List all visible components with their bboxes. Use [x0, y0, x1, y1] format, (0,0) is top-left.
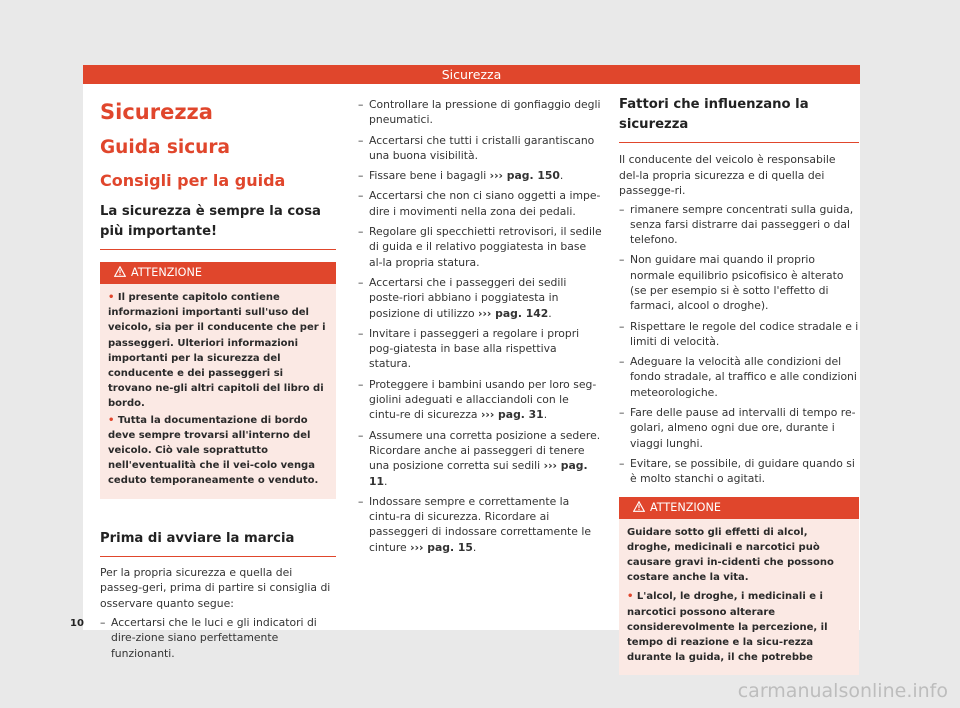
watermark-text: carmanualsonline.info [737, 680, 948, 702]
warning-item: • Tutta la documentazione di bordo deve sempre trovarsi all'interno del veicolo. Ciò vale soprattutto nell'eventualità che il vei-colo venga ceduto temporaneamente o venduto. [108, 414, 319, 487]
page-reference[interactable]: ››› pag. 15 [410, 540, 473, 554]
warning-triangle-icon [633, 499, 645, 519]
column-left [100, 93, 336, 666]
page-reference[interactable]: ››› pag. 11 [369, 459, 588, 488]
manual-page [83, 65, 860, 664]
warning-label: ATTENZIONE [650, 500, 721, 514]
list-item: – Controllare la pressione di gonfiaggio degli pneumatici. [358, 97, 602, 128]
list-item: – Accertarsi che i passeggeri dei sedili poste-riori abbiano i poggiatesta in posizione di utilizzo ››› pag. 142. [358, 275, 602, 321]
column-right [619, 95, 859, 675]
warning-box [619, 497, 859, 676]
warning-item: • Il presente capitolo contiene informazioni importanti sull'uso del veicolo, sia per il conducente che per i passeggeri. Ulteriori informazioni importanti per la sicurezza del conducente e dei passeggeri si trovano ne-gli altri capitoli del libro di bordo. [108, 292, 326, 410]
page-number: 10 [70, 618, 84, 629]
warning-label: ATTENZIONE [131, 266, 202, 279]
intro-paragraph: Per la propria sicurezza e quella dei passeg-geri, prima di partire si consiglia di osservare quanto segue: [100, 565, 331, 610]
intro-paragraph: Il conducente del veicolo è responsabile del-la propria sicurezza e di quella dei passegge-ri. [619, 153, 836, 197]
chapter-title: Sicurezza [100, 100, 213, 124]
list-item: – Adeguare la velocità alle condizioni del fondo stradale, al traffico e alle condizioni meteorologiche. [619, 354, 859, 400]
list-item: – Accertarsi che non ci siano oggetti a impe-dire i movimenti nella zona dei pedali. [358, 188, 602, 219]
topic-title: La sicurezza è sempre la cosa più importante! [100, 202, 336, 250]
warning-header [100, 263, 336, 284]
warning-body [619, 519, 859, 676]
list-item: – rimanere sempre concentrati sulla guida, senza farsi distrarre dai passeggeri o dal telefono. [619, 202, 859, 248]
list-item: – Non guidare mai quando il proprio normale equilibrio psicofisico è alterato (se per esempio si è sotto l'effetto di farmaci, alcool o droghe). [619, 252, 859, 313]
list-item: – Rispettare le regole del codice stradale e i limiti di velocità. [619, 319, 859, 350]
topic-title-fattori: Fattori che influenzano la sicurezza [619, 95, 859, 143]
warning-header [619, 498, 859, 519]
list-item: – Accertarsi che tutti i cristalli garantiscano una buona visibilità. [358, 133, 602, 164]
section-title: Guida sicura [100, 137, 230, 158]
list-item: – Fare delle pause ad intervalli di tempo re-golari, almeno ogni due ore, durante i viaggi lunghi. [619, 405, 859, 451]
page-reference[interactable]: ››› pag. 150 [489, 169, 560, 183]
warning-lead: Guidare sotto gli effetti di alcol, droghe, medicinali e narcotici può causare gravi in-cidenti che possono costare anche la vita. [627, 526, 834, 584]
warning-item: • L'alcol, le droghe, i medicinali e i narcotici possono alterare considerevolmente la percezione, il tempo di reazione e la sicu-rezza durante la guida, il che potrebbe [627, 591, 828, 664]
column-middle [358, 97, 602, 560]
list-item: – Fissare bene i bagagli ››› pag. 150. [358, 168, 602, 183]
list-item: – Proteggere i bambini usando per loro seg-giolini adeguati e allacciandoli con le cintu-re di sicurezza ››› pag. 31. [358, 377, 602, 423]
list-item: – Indossare sempre e correttamente la cintu-ra di sicurezza. Ricordare ai passeggeri di indossare correttamente le cinture ››› pag. 15. [358, 494, 602, 555]
warning-body [100, 284, 336, 499]
checklist-continued [358, 97, 602, 555]
safety-factors-list [619, 202, 859, 487]
page-reference[interactable]: ››› pag. 142 [478, 306, 549, 320]
list-item: – Evitare, se possibile, di guidare quando si è molto stanchi o agitati. [619, 456, 859, 487]
warning-box [100, 262, 336, 499]
list-item: – Invitare i passeggeri a regolare i propri pog-giatesta in base alla rispettiva statura. [358, 326, 602, 372]
checklist [100, 615, 336, 661]
chapter-header: Sicurezza [83, 65, 860, 84]
list-item: – Regolare gli specchietti retrovisori, il sedile di guida e il relativo poggiatesta in base al-la propria statura. [358, 224, 602, 270]
subsection-title: Consigli per la guida [100, 171, 286, 190]
list-item: – Assumere una corretta posizione a sedere. Ricordare anche ai passeggeri di tenere una posizione corretta sui sedili ››› pag. 11. [358, 428, 602, 489]
topic-title-prima: Prima di avviare la marcia [100, 529, 336, 557]
page-reference[interactable]: ››› pag. 31 [480, 408, 544, 422]
list-item: – Accertarsi che le luci e gli indicatori di dire-zione siano perfettamente funzionanti. [100, 615, 336, 661]
warning-triangle-icon [114, 264, 126, 284]
